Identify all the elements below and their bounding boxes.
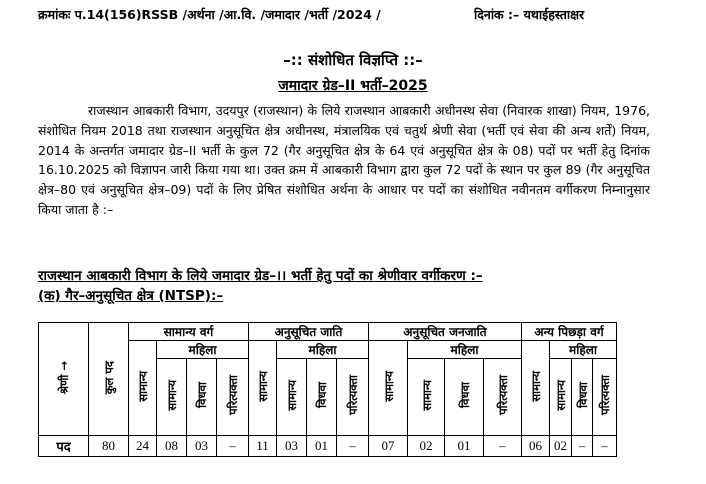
group-st: अनुसूचित जनजाति: [369, 323, 522, 341]
col-widow: विधवा: [195, 382, 209, 408]
cell-obc-female: 02: [550, 436, 572, 457]
female-col-cell: [593, 359, 617, 436]
cell-general-widow: 03: [187, 436, 217, 457]
table-row: [39, 436, 617, 457]
general-col-cell: [249, 341, 277, 436]
female-col-cell: [572, 359, 593, 436]
col-widow: विधवा: [457, 382, 472, 408]
general-col-cell: [129, 341, 157, 436]
notice-subtitle: जमादार ग्रेड–II भर्ती–2025: [278, 78, 428, 94]
female-col-cell: [187, 359, 217, 436]
cell-obc-divorcee: –: [593, 436, 617, 457]
cell-st-widow: 01: [445, 436, 484, 457]
category-header: श्रेणी →: [57, 360, 71, 395]
cell-obc-general: 06: [522, 436, 550, 457]
female-label: महिला: [550, 341, 617, 359]
group-obc: अन्य पिछड़ा वर्ग: [522, 323, 617, 341]
col-divorcee: परित्यक्ता: [346, 375, 360, 415]
female-col-cell: [307, 359, 337, 436]
cell-general-divorcee: –: [217, 436, 249, 457]
col-general: सामान्य: [381, 371, 396, 402]
female-col-cell: [484, 359, 522, 436]
general-col-cell: [522, 341, 550, 436]
col-female-general: सामान्य: [554, 379, 568, 411]
notice-title: –:: संशोधित विज्ञप्ति ::–: [283, 51, 423, 69]
total-header-cell: [89, 323, 129, 436]
col-female-general: सामान्य: [165, 379, 179, 411]
cell-st-divorcee: –: [484, 436, 522, 457]
col-widow: विधवा: [315, 382, 329, 408]
female-col-cell: [408, 359, 445, 436]
female-col-cell: [217, 359, 249, 436]
female-col-cell: [157, 359, 187, 436]
section-heading: राजस्थान आबकारी विभाग के लिये जमादार ग्रेड–।। भर्ती हेतु पदों का श्रेणीवार वर्गीकरण :–: [38, 268, 483, 284]
col-divorcee: परित्यक्ता: [496, 375, 510, 415]
letter-date: दिनांक :– यथाईहस्ताक्षर: [474, 7, 585, 22]
notice-paragraph: राजस्थान आबकारी विभाग, उदयपुर (राजस्थान) के लिये राजस्थान आबकारी अधीनस्थ सेवा (निवारक शाखा) नियम, 1976, संशोधित नियम 2018 तथा राजस्थान अनुसूचित क्षेत्र अधीनस्थ, मंत्रालयिक एवं चतुर्थ श्रेणी सेवा (भर्ती एवं सेवा की अन्य शर्तें) नियम, 2014 के अन्तर्गत जमादार ग्रेड–II भर्ती के कुल 72 (गैर अनुसूचित क्षेत्र के 64 एवं अनुसूचित क्षेत्र के 08) पदों पर भर्ती हेतु दिनांक 16.10.2025 को विज्ञापन जारी किया गया था। उक्त क्रम में आबकारी विभाग द्वारा कुल 72 पदों के स्थान पर कुल 89 (गैर अनुसूचित क्षेत्र–80 एवं अनुसूचित क्षेत्र–09) पदों के लिए प्रेषित संशोधित अर्थना के आधार पर पदों का संशोधित नवीनतम वर्गीकरण निम्नानुसार किया जाता है :–: [38, 103, 650, 217]
cell-sc-female: 03: [277, 436, 307, 457]
general-col-cell: [369, 341, 408, 436]
female-col-cell: [277, 359, 307, 436]
post-classification-table: [38, 322, 617, 457]
female-label: महिला: [157, 341, 249, 359]
col-widow: विधवा: [575, 382, 590, 408]
row-label: पद: [39, 436, 89, 457]
cell-st-general: 07: [369, 436, 408, 457]
female-label: महिला: [408, 341, 522, 359]
col-female-general: सामान्य: [285, 379, 299, 411]
total-value: 80: [89, 436, 129, 457]
col-general: सामान्य: [529, 371, 543, 402]
col-general: सामान्य: [136, 371, 150, 402]
female-label: महिला: [277, 341, 369, 359]
cell-obc-widow: –: [572, 436, 593, 457]
sub-heading: (क) गैर–अनुसूचित क्षेत्र (NTSP):–: [38, 288, 224, 304]
cell-general-general: 24: [129, 436, 157, 457]
female-col-cell: [550, 359, 572, 436]
col-female-general: सामान्य: [419, 379, 434, 411]
female-col-cell: [445, 359, 484, 436]
group-general: सामान्य वर्ग: [129, 323, 249, 341]
category-header-cell: [39, 323, 89, 436]
col-divorcee: परित्यक्ता: [226, 375, 240, 415]
cell-sc-divorcee: –: [337, 436, 369, 457]
female-col-cell: [337, 359, 369, 436]
group-sc: अनुसूचित जाति: [249, 323, 369, 341]
col-general: सामान्य: [256, 371, 270, 402]
total-header: कुल पद: [102, 360, 116, 395]
cell-sc-general: 11: [249, 436, 277, 457]
reference-number: क्रमांकः प.14(156)RSSB /अर्थना /आ.वि. /जमादार /भर्ती /2024 /: [38, 7, 381, 22]
col-divorcee: परित्यक्ता: [598, 375, 612, 415]
cell-general-female: 08: [157, 436, 187, 457]
cell-st-female: 02: [408, 436, 445, 457]
cell-sc-widow: 01: [307, 436, 337, 457]
